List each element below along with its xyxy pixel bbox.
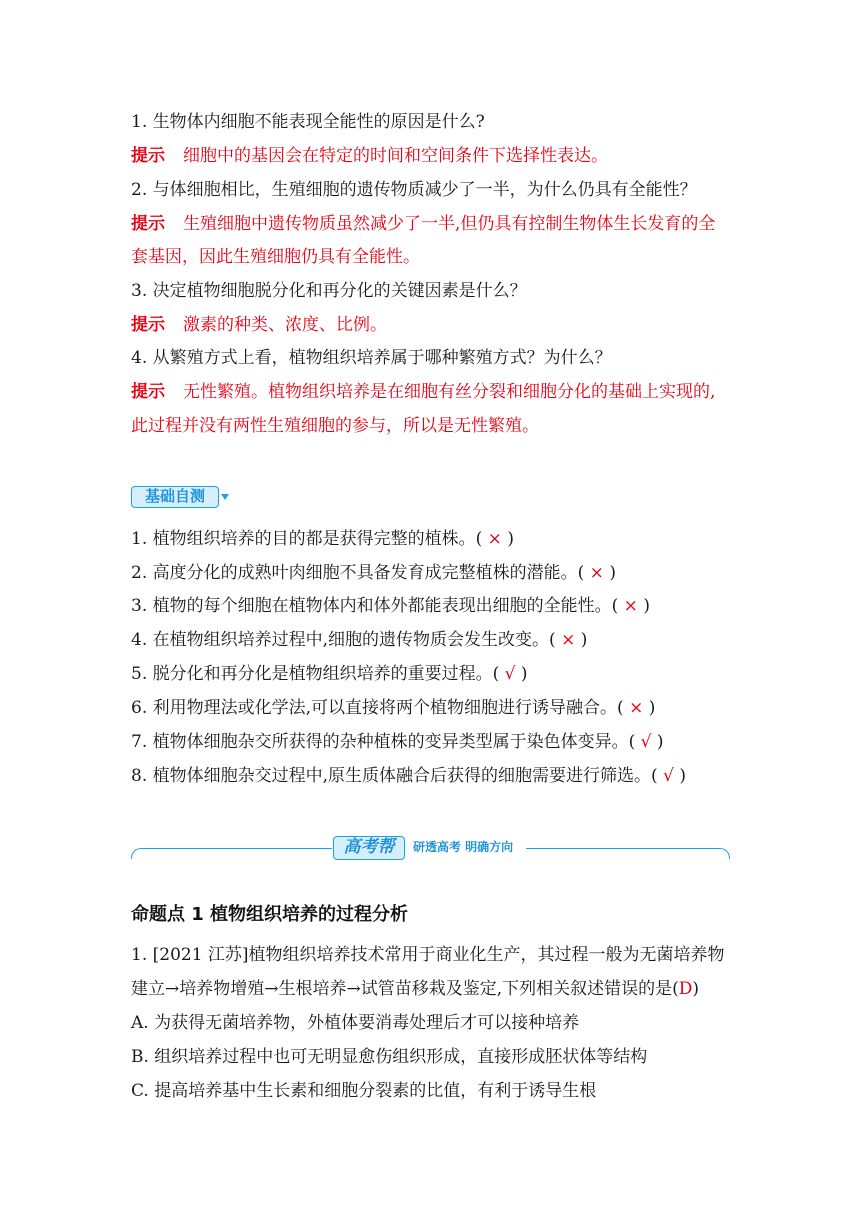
hint-4	[131, 380, 715, 404]
item-close: )	[656, 732, 664, 752]
self-test-item	[131, 594, 650, 618]
self-test-item	[131, 628, 587, 652]
self-test-item	[131, 527, 514, 551]
answer-mark: ×	[487, 529, 502, 549]
self-test-item	[131, 561, 616, 585]
answer-mark: D	[678, 979, 693, 999]
item-text: 5. 脱分化和再分化是植物组织培养的重要过程。(	[131, 664, 500, 684]
hint-text: 细胞中的基因会在特定的时间和空间条件下选择性表达。	[183, 146, 608, 166]
item-close: )	[609, 563, 616, 583]
hint-3	[131, 313, 387, 337]
answer-mark: ×	[589, 563, 604, 583]
item-close: )	[648, 698, 656, 718]
self-test-item	[131, 764, 686, 788]
question-1: 1. 生物体内细胞不能表现全能性的原因是什么?	[131, 112, 485, 132]
hint-2-cont: 套基因，因此生殖细胞仍具有全能性。	[131, 247, 420, 267]
question-2: 2. 与体细胞相比，生殖细胞的遗传物质减少了一半，为什么仍具有全能性？	[131, 180, 697, 200]
item-close: )	[679, 766, 686, 786]
self-test-badge	[131, 486, 227, 510]
item-text: 6. 利用物理法或化学法,可以直接将两个植物细胞进行诱导融合。(	[131, 698, 624, 718]
item-text: 1. 植物组织培养的目的都是获得完整的植株。(	[131, 529, 483, 549]
self-test-item	[131, 662, 528, 686]
banner-divider-right	[526, 848, 730, 859]
hint-label: 提示	[131, 382, 165, 402]
hint-label: 提示	[131, 315, 165, 335]
self-test-badge-label: 基础自测	[131, 486, 219, 508]
item-text: 8. 植物体细胞杂交过程中,原生质体融合后获得的细胞需要进行筛选。(	[131, 766, 658, 786]
hint-4-cont: 此过程并没有两性生殖细胞的参与，所以是无性繁殖。	[131, 416, 539, 436]
hint-text: 生殖细胞中遗传物质虽然减少了一半,但仍具有控制生物体生长发育的全	[183, 214, 716, 234]
option-a: A. 为获得无菌培养物，外植体要消毒处理后才可以接种培养	[131, 1013, 580, 1033]
option-b: B. 组织培养过程中也可无明显愈伤组织形成，直接形成胚状体等结构	[131, 1047, 648, 1067]
item-text: 2. 高度分化的成熟叶肉细胞不具备发育成完整植株的潜能。(	[131, 563, 585, 583]
item-text: 3. 植物的每个细胞在植物体内和体外都能表现出细胞的全能性。(	[131, 596, 619, 616]
answer-mark: ×	[623, 596, 638, 616]
question-4: 4. 从繁殖方式上看，植物组织培养属于哪种繁殖方式？为什么？	[131, 348, 612, 368]
item-close: )	[643, 596, 650, 616]
hint-label: 提示	[131, 214, 165, 234]
answer-mark: √	[663, 766, 674, 786]
answer-mark: √	[504, 664, 516, 684]
exam-question-line: 1. [2021 江苏]植物组织培养技术常用于商业化生产，其过程一般为无菌培养物	[131, 945, 725, 965]
hint-text: 无性繁殖。植物组织培养是在细胞有丝分裂和细胞分化的基础上实现的,	[183, 382, 716, 402]
item-text: 4. 在植物组织培养过程中,细胞的遗传物质会发生改变。(	[131, 630, 556, 650]
option-c: C. 提高培养基中生长素和细胞分裂素的比值，有利于诱导生根	[131, 1081, 597, 1101]
banner-tag: 高考帮	[333, 836, 405, 860]
answer-close: )	[692, 979, 700, 999]
item-close: )	[520, 664, 528, 684]
answer-mark: ×	[629, 698, 644, 718]
question-3: 3. 决定植物细胞脱分化和再分化的关键因素是什么？	[131, 281, 527, 301]
self-test-item	[131, 696, 655, 720]
hint-1	[131, 144, 608, 168]
triangle-down-icon	[221, 494, 229, 500]
exam-question-line	[131, 977, 699, 1001]
banner-subtitle: 研透高考 明确方向	[413, 840, 514, 854]
item-text: 7. 植物体细胞杂交所获得的杂种植株的变异类型属于染色体变异。(	[131, 732, 636, 752]
item-close: )	[580, 630, 588, 650]
question-text: 建立→培养物增殖→生根培养→试管苗移栽及鉴定,下列相关叙述错误的是(	[131, 979, 679, 999]
answer-mark: √	[640, 732, 652, 752]
section-banner	[131, 832, 731, 862]
self-test-item	[131, 730, 664, 754]
banner-divider-left	[131, 848, 332, 859]
item-close: )	[507, 529, 514, 549]
answer-mark: ×	[561, 630, 576, 650]
hint-2	[131, 212, 715, 236]
hint-label: 提示	[131, 146, 165, 166]
hint-text: 激素的种类、浓度、比例。	[183, 315, 387, 335]
section-heading: 命题点 1 植物组织培养的过程分析	[131, 904, 409, 925]
